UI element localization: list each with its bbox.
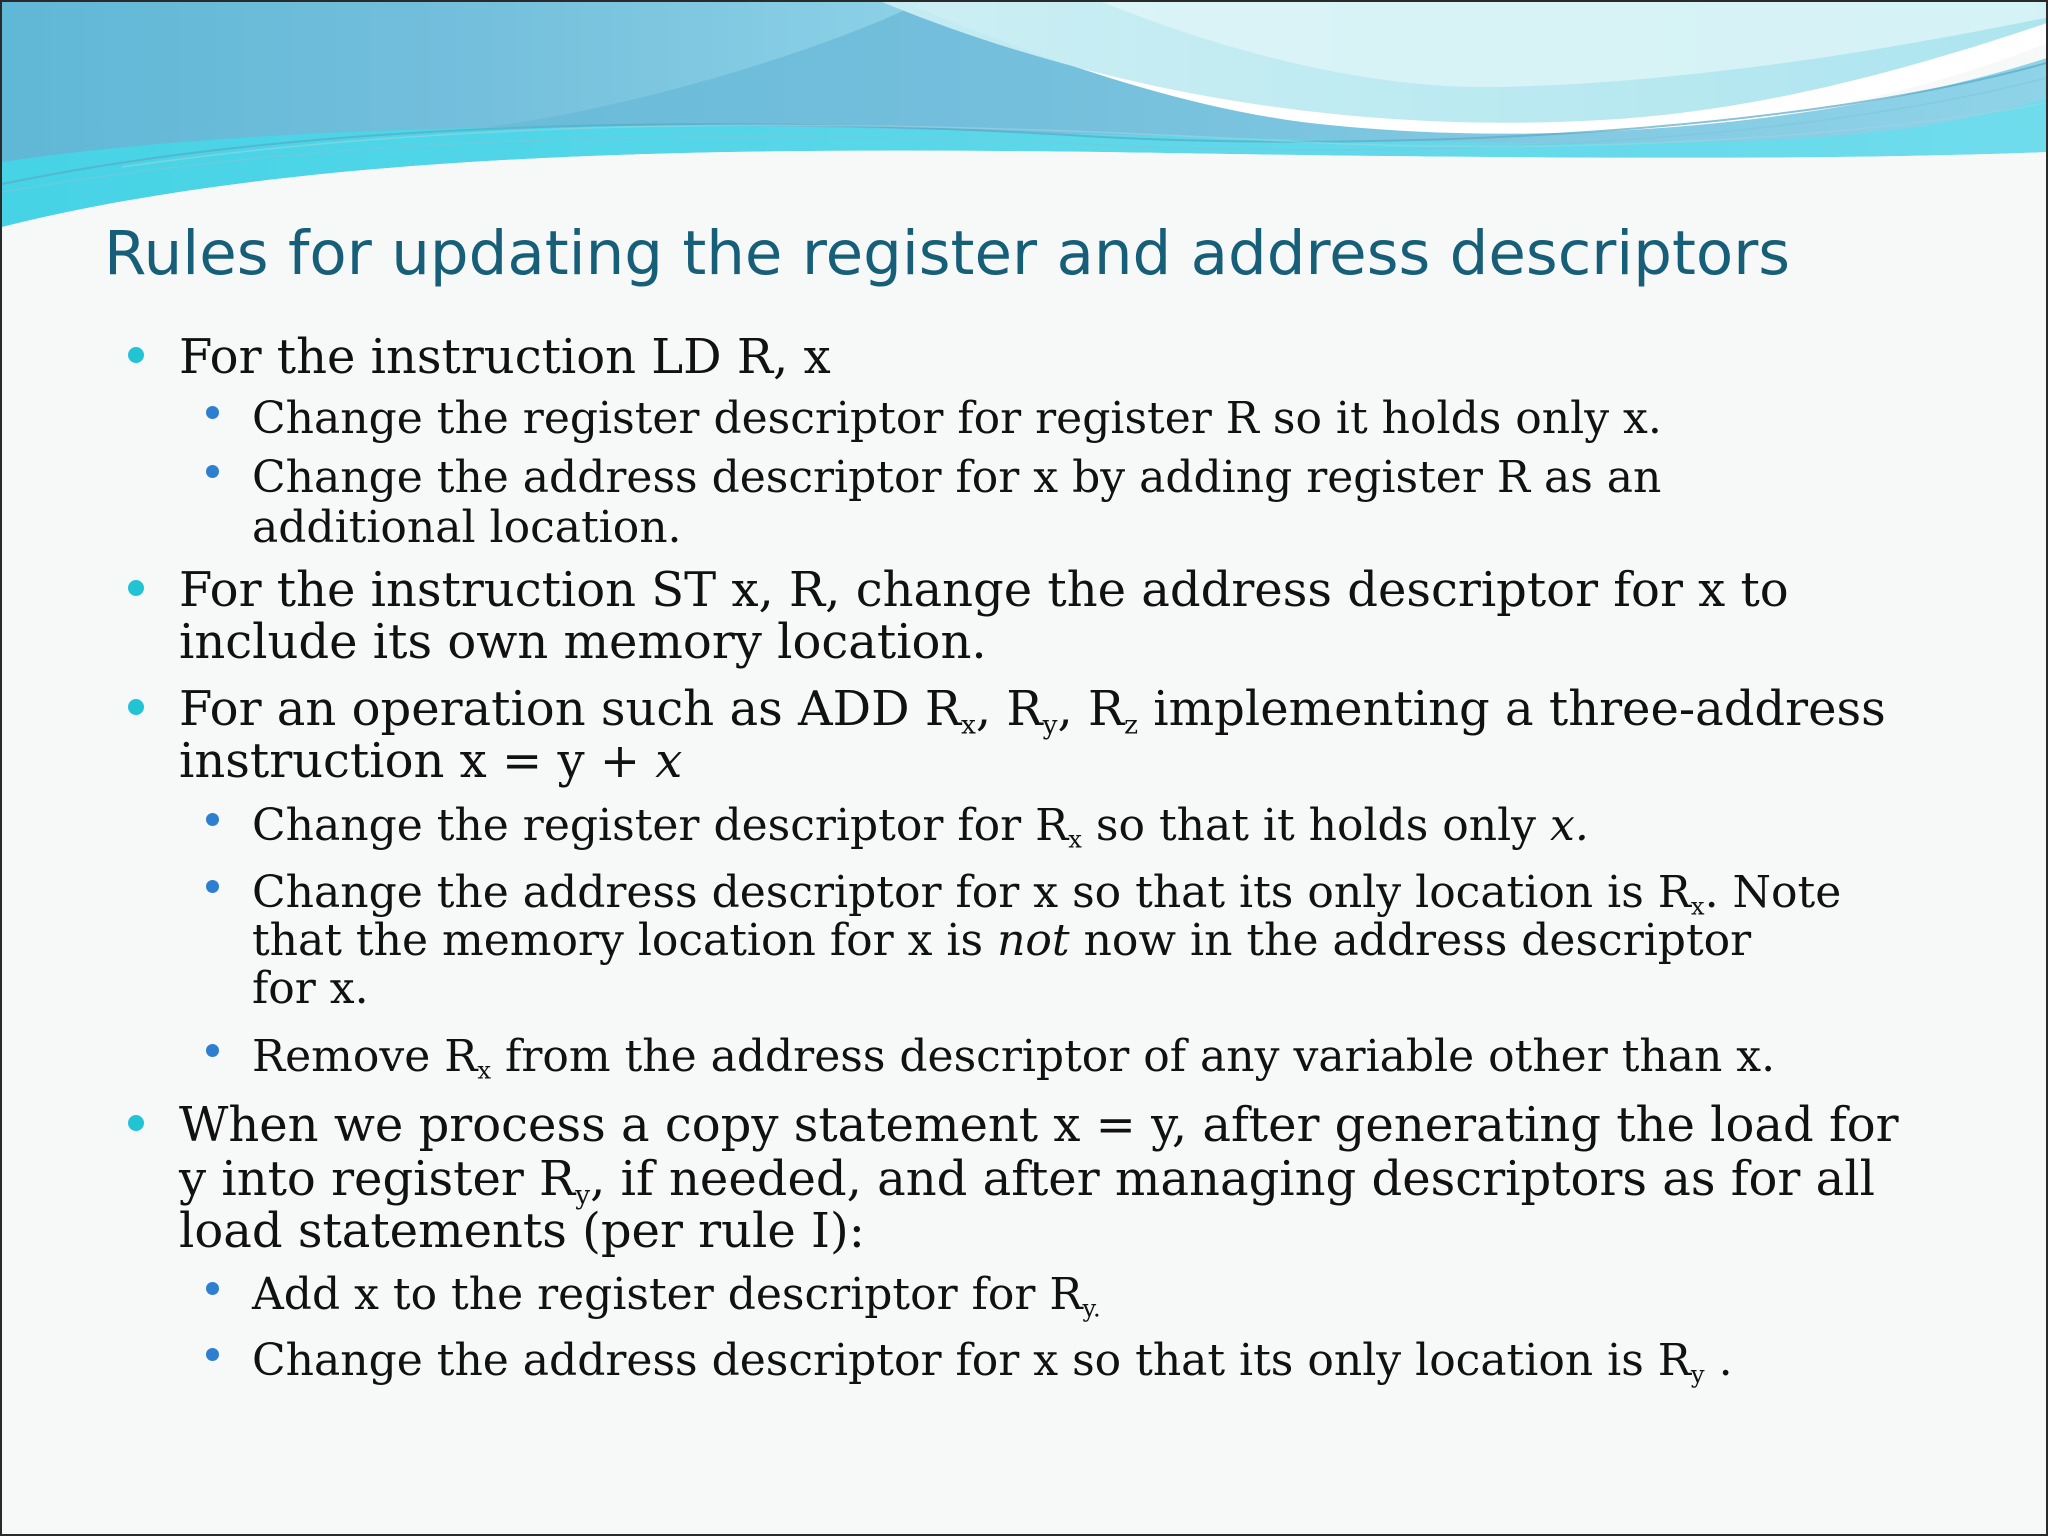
sub-bullet-text: Change the register descriptor for $R_x$ so that it holds only x. (252, 800, 1589, 854)
slide-title: Rules for updating the register and address descriptors (104, 218, 1791, 289)
sub-bullet-dot (206, 406, 219, 419)
sub-bullet-text: Change the address descriptor for x so that its only location is $R_x$. Note (252, 867, 1842, 921)
sub-bullet-text: that the memory location for x is not now in the address descriptor (252, 915, 1752, 966)
bullet-content (2, 2, 2048, 1536)
bullet-text: For the instruction ST x, R, change the address descriptor for x to (179, 562, 1789, 618)
sub-bullet-text: Change the address descriptor for x by adding register R as an (252, 452, 1662, 503)
bullet-text: When we process a copy statement x = y, after generating the load for (179, 1097, 1899, 1153)
bullet-text: load statements (per rule I): (179, 1203, 865, 1259)
bullet-dot (128, 347, 144, 363)
sub-bullet-dot (206, 880, 219, 893)
sub-bullet-dot (206, 1282, 219, 1295)
sub-bullet-text: Change the register descriptor for register R so it holds only x. (252, 393, 1662, 444)
sub-bullet-text: Change the address descriptor for x so that its only location is $R_y$ . (252, 1335, 1733, 1389)
bullet-text: y into register $R_y$, if needed, and after managing descriptors as for all (179, 1151, 1875, 1211)
bullet-text: include its own memory location. (179, 614, 987, 670)
bullet-text: instruction x = y + x (179, 733, 683, 789)
bullet-dot (128, 1115, 144, 1131)
sub-bullet-text: Remove $R_x$ from the address descriptor of any variable other than x. (252, 1031, 1776, 1085)
sub-bullet-text: for x. (252, 963, 369, 1014)
bullet-text: For an operation such as ADD $R_x$, $R_y$, $R_z$ implementing a three-address (179, 681, 1886, 741)
sub-bullet-dot (206, 465, 219, 478)
sub-bullet-text: Add x to the register descriptor for $R_{y.}$ (252, 1269, 1101, 1323)
sub-bullet-text: additional location. (252, 502, 682, 553)
bullet-dot (128, 699, 144, 715)
sub-bullet-dot (206, 813, 219, 826)
bullet-dot (128, 580, 144, 596)
bullet-text: For the instruction LD R, x (179, 329, 831, 385)
sub-bullet-dot (206, 1348, 219, 1361)
sub-bullet-dot (206, 1044, 219, 1057)
